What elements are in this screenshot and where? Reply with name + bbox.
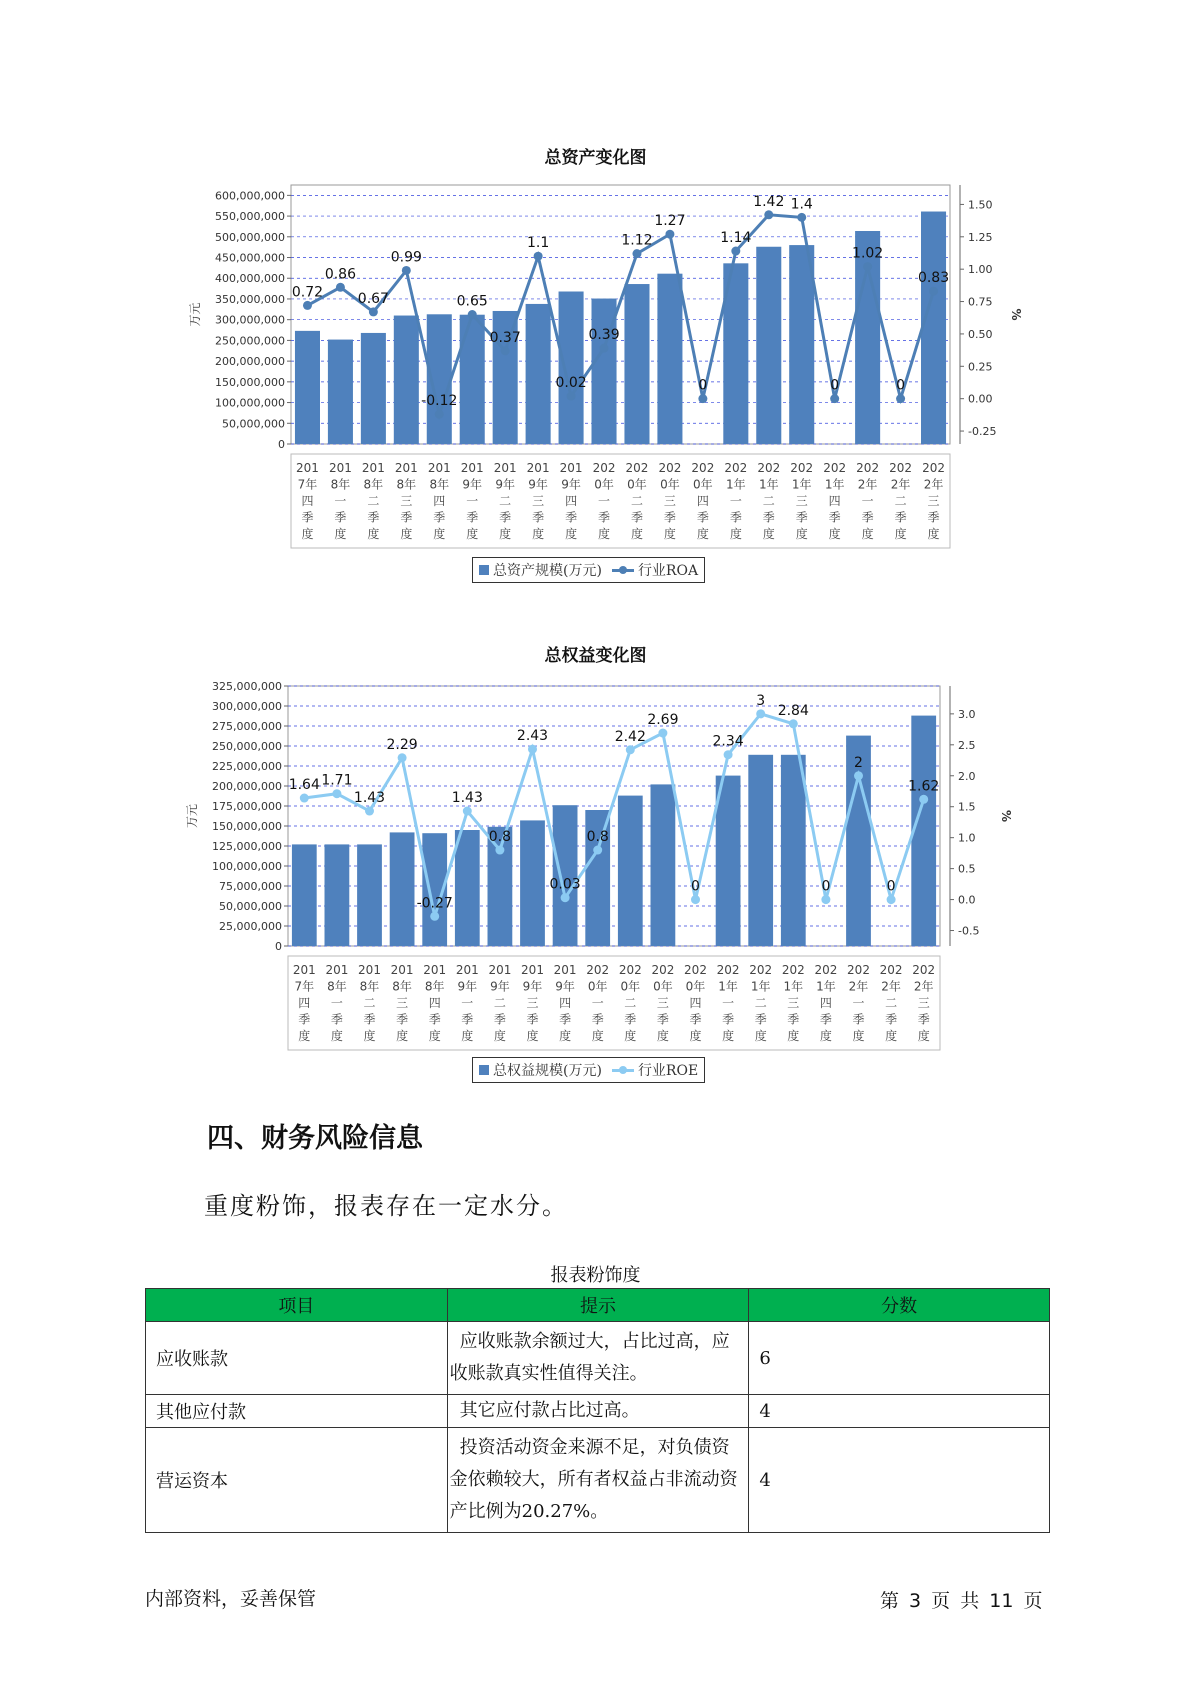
data-label: 1.43 — [451, 790, 483, 807]
y-tick-label: 175,000,000 — [212, 800, 282, 813]
x-tick-label: 201 8年二季度 — [358, 963, 381, 1043]
y2-tick-label: 1.5 — [958, 800, 976, 814]
data-label: 2 — [854, 754, 863, 771]
bar — [921, 212, 946, 444]
data-label: 0.02 — [555, 375, 587, 392]
row-item: 其他应付款 — [146, 1395, 448, 1428]
risk-table — [145, 1288, 1050, 1533]
line-point — [896, 394, 905, 403]
data-label: 1.64 — [288, 777, 320, 794]
bar — [559, 292, 584, 444]
table-row — [146, 1428, 1050, 1533]
x-tick-label: 201 8年四季度 — [427, 461, 451, 541]
data-label: 1.14 — [720, 230, 752, 247]
line-point — [626, 745, 635, 754]
y-tick-label: 75,000,000 — [219, 880, 282, 893]
data-label: 3 — [756, 692, 766, 709]
row-score: 4 — [749, 1428, 1050, 1533]
line-point — [593, 846, 602, 855]
y2-tick-label: 2.0 — [958, 769, 976, 783]
data-label: 0.8 — [488, 829, 512, 846]
line-point — [534, 252, 543, 261]
risk-summary: 重度粉饰，报表存在一定水分。 — [204, 1192, 568, 1220]
y-axis-title: 万元 — [185, 803, 199, 829]
header-tip: 提示 — [447, 1289, 749, 1322]
x-tick-label: 202 2年一季度 — [856, 461, 880, 541]
line-point — [919, 795, 928, 804]
table-row — [146, 1395, 1050, 1428]
x-tick-label: 202 2年二季度 — [889, 461, 913, 541]
data-label: 0.37 — [489, 329, 521, 346]
y-tick-label: 0 — [278, 438, 285, 451]
x-tick-label: 202 0年四季度 — [684, 963, 707, 1043]
bar — [553, 805, 578, 946]
data-label: 2.29 — [386, 736, 418, 753]
x-tick-label: 202 1年三季度 — [781, 963, 805, 1043]
y-tick-label: 200,000,000 — [212, 780, 282, 793]
line-point — [365, 807, 374, 816]
data-label: 1.62 — [908, 778, 940, 795]
x-tick-label: 201 9年三季度 — [526, 461, 550, 541]
total-equity-chart — [0, 672, 1191, 1092]
x-tick-label: 201 9年二季度 — [493, 461, 517, 541]
x-tick-label: 202 2年一季度 — [847, 963, 870, 1043]
y-tick-label: 250,000,000 — [215, 334, 285, 348]
bar — [361, 333, 386, 444]
x-tick-label: 202 0年一季度 — [592, 461, 616, 541]
line-point — [501, 346, 510, 355]
bar — [624, 284, 649, 444]
plot-area — [291, 185, 950, 444]
data-label: 2.34 — [712, 733, 744, 750]
line-point — [369, 307, 378, 316]
table-row — [146, 1322, 1050, 1395]
y-tick-label: 500,000,000 — [215, 230, 285, 244]
x-tick-label: 201 9年一季度 — [460, 461, 484, 541]
y-tick-label: 50,000,000 — [219, 900, 282, 913]
line-point — [468, 310, 477, 319]
x-tick-label: 202 1年一季度 — [724, 461, 748, 541]
y2-tick-label: 0.25 — [968, 360, 993, 374]
y2-tick-label: -0.25 — [968, 425, 997, 439]
data-label: 0 — [698, 377, 708, 394]
x-tick-label: 201 9年二季度 — [488, 963, 512, 1043]
data-label: 0 — [886, 878, 896, 895]
data-label: 0.67 — [357, 290, 389, 307]
x-tick-label: 201 8年四季度 — [423, 963, 447, 1043]
line-point — [854, 771, 863, 780]
y2-tick-label: 1.25 — [968, 230, 993, 244]
x-tick-label: 201 7年四季度 — [292, 963, 316, 1043]
data-label: 1.12 — [621, 232, 653, 249]
y-tick-label: 125,000,000 — [212, 840, 282, 853]
y-tick-label: 450,000,000 — [215, 251, 285, 265]
line-point — [435, 410, 444, 419]
total-assets-chart — [0, 170, 1191, 590]
x-tick-label: 201 8年三季度 — [390, 963, 414, 1043]
bar — [295, 331, 320, 444]
bar — [394, 316, 419, 444]
data-label: 0.86 — [324, 266, 357, 283]
y-tick-label: 0 — [275, 940, 282, 953]
y2-axis-title: % — [1009, 308, 1023, 321]
x-tick-label: 202 0年二季度 — [625, 461, 649, 541]
y-tick-label: 50,000,000 — [222, 417, 285, 431]
bar — [657, 274, 682, 444]
x-tick-label: 201 7年四季度 — [296, 461, 319, 541]
y2-axis-title: % — [999, 809, 1013, 823]
line-point — [632, 249, 641, 258]
x-tick-label: 201 9年一季度 — [455, 963, 479, 1043]
line-point — [731, 247, 740, 256]
bar — [716, 776, 741, 946]
bar — [618, 796, 643, 946]
x-tick-label: 202 1年二季度 — [749, 963, 773, 1043]
line-point — [463, 807, 472, 816]
y2-tick-label: 0.5 — [958, 862, 976, 876]
data-label: 1.42 — [753, 193, 785, 210]
x-tick-label: 201 8年三季度 — [394, 461, 418, 541]
y-tick-label: 225,000,000 — [212, 760, 282, 773]
y2-tick-label: 0.50 — [968, 327, 993, 341]
data-label: 0 — [830, 377, 840, 394]
data-label: -0.12 — [421, 393, 458, 410]
line-point — [830, 394, 839, 403]
y-tick-label: 325,000,000 — [212, 680, 282, 693]
line-point — [303, 301, 312, 310]
y2-tick-label: 1.00 — [968, 263, 993, 277]
line-point — [929, 287, 938, 296]
y-tick-label: 400,000,000 — [215, 272, 285, 286]
x-tick-label: 201 9年三季度 — [521, 963, 544, 1043]
y-tick-label: 250,000,000 — [212, 740, 282, 753]
data-label: 1.02 — [852, 245, 884, 262]
legend-line-label: 行业ROA — [637, 563, 699, 579]
bar — [651, 784, 676, 946]
x-tick-label: 201 8年二季度 — [361, 461, 385, 541]
line-point — [336, 283, 345, 292]
data-label: -0.27 — [416, 895, 453, 912]
y2-tick-label: 2.5 — [958, 738, 976, 752]
line-point — [402, 266, 411, 275]
x-tick-label: 202 1年四季度 — [823, 461, 847, 541]
row-tip: 其它应付款占比过高。 — [447, 1395, 749, 1428]
line-point — [600, 344, 609, 353]
line-point — [398, 753, 407, 762]
bar — [325, 844, 350, 946]
y2-tick-label: 0.00 — [968, 392, 993, 406]
legend-bar-swatch — [479, 565, 489, 575]
x-tick-label: 202 0年四季度 — [691, 461, 715, 541]
x-tick-label: 201 9年四季度 — [553, 963, 577, 1043]
line-point — [658, 729, 667, 738]
chart-legend-equity — [472, 1057, 705, 1083]
y-tick-label: 550,000,000 — [215, 210, 285, 224]
section-heading: 四、财务风险信息 — [207, 1123, 423, 1154]
x-tick-label: 202 2年三季度 — [922, 461, 945, 541]
data-label: 0.83 — [917, 270, 950, 287]
x-tick-label: 202 0年三季度 — [658, 461, 682, 541]
x-tick-label: 202 0年三季度 — [651, 963, 675, 1043]
y-axis-title: 万元 — [188, 302, 202, 327]
bar — [520, 820, 545, 946]
bar — [526, 304, 551, 444]
y-tick-label: 350,000,000 — [215, 292, 285, 306]
footer-page-number: 第 3 页 共 11 页 — [880, 1590, 1043, 1612]
data-label: 0.99 — [390, 249, 422, 266]
legend-bar-label: 总权益规模(万元) — [493, 1063, 602, 1079]
row-tip: 应收账款余额过大，占比过高，应收账款真实性值得关注。 — [447, 1322, 749, 1395]
x-tick-label: 201 8年一季度 — [325, 963, 349, 1043]
line-point — [863, 262, 872, 271]
x-tick-label: 202 1年二季度 — [757, 461, 781, 541]
bar — [748, 755, 773, 946]
footer-confidential: 内部资料，妥善保管 — [145, 1588, 317, 1610]
table-header-row — [146, 1289, 1050, 1322]
plot-area — [288, 686, 940, 946]
y-tick-label: 150,000,000 — [215, 375, 285, 389]
header-score: 分数 — [749, 1289, 1050, 1322]
row-item: 营运资本 — [146, 1428, 448, 1533]
y-tick-label: 100,000,000 — [212, 860, 282, 873]
x-tick-label: 202 2年二季度 — [879, 963, 903, 1043]
line-point — [724, 750, 733, 759]
x-axis-box — [291, 454, 950, 548]
legend-line-swatch — [612, 565, 634, 575]
data-label: 0 — [691, 878, 700, 895]
line-point — [332, 789, 341, 798]
y2-tick-label: 3.0 — [958, 707, 976, 721]
data-label: 0.39 — [588, 327, 620, 344]
data-label: 1.71 — [321, 772, 353, 789]
row-score: 6 — [749, 1322, 1050, 1395]
line-point — [665, 230, 674, 239]
y-tick-label: 600,000,000 — [215, 189, 285, 203]
line-point — [887, 895, 896, 904]
row-item: 应收账款 — [146, 1322, 448, 1395]
data-label: 0.72 — [291, 284, 324, 301]
y2-tick-label: 0.75 — [968, 295, 993, 309]
bar — [292, 844, 317, 946]
x-tick-label: 201 8年一季度 — [328, 461, 352, 541]
data-label: 0.65 — [456, 293, 488, 310]
line-point — [430, 912, 439, 921]
data-label: 2.84 — [777, 702, 809, 719]
y-tick-label: 200,000,000 — [215, 355, 285, 369]
x-tick-label: 202 0年二季度 — [618, 963, 642, 1043]
line-point — [567, 392, 576, 401]
data-label: 2.42 — [614, 728, 646, 745]
data-label: 2.43 — [516, 728, 549, 745]
y-tick-label: 25,000,000 — [219, 920, 282, 933]
table-caption: 报表粉饰度 — [550, 1265, 641, 1286]
y2-tick-label: 0.0 — [958, 893, 976, 907]
data-label: 0.8 — [586, 829, 609, 846]
y-tick-label: 100,000,000 — [215, 396, 285, 410]
row-tip: 投资活动资金来源不足，对负债资金依赖较大，所有者权益占非流动资产比例为20.27%。 — [447, 1428, 749, 1533]
legend-line-label: 行业ROE — [637, 1063, 699, 1079]
line-point — [561, 893, 570, 902]
legend-line-swatch — [612, 1065, 634, 1075]
data-label: 0.03 — [549, 876, 581, 893]
data-label: 0 — [896, 377, 906, 394]
bar — [357, 844, 382, 946]
y-tick-label: 275,000,000 — [212, 720, 282, 733]
y-tick-label: 300,000,000 — [215, 313, 285, 327]
x-tick-label: 202 1年一季度 — [716, 963, 740, 1043]
x-tick-label: 202 1年四季度 — [814, 963, 838, 1043]
row-score: 4 — [749, 1395, 1050, 1428]
y-tick-label: 300,000,000 — [212, 700, 282, 713]
x-tick-label: 202 0年一季度 — [586, 963, 610, 1043]
bar — [455, 830, 480, 946]
data-label: 1.1 — [526, 235, 550, 252]
line-point — [756, 709, 765, 718]
line-point — [821, 895, 830, 904]
x-axis-box — [288, 956, 940, 1050]
x-tick-label: 202 1年三季度 — [790, 461, 814, 541]
line-point — [495, 846, 504, 855]
y2-tick-label: 1.50 — [968, 198, 993, 212]
chart-legend-assets — [472, 557, 705, 583]
header-item: 项目 — [146, 1289, 448, 1322]
legend-bar-swatch — [479, 1065, 489, 1075]
line-point — [528, 745, 537, 754]
bar — [789, 245, 814, 444]
bar — [781, 755, 806, 946]
data-label: 1.27 — [654, 213, 686, 230]
data-label: 2.69 — [647, 712, 679, 729]
bar — [756, 247, 781, 444]
bar — [460, 315, 485, 444]
chart-title-total-equity: 总权益变化图 — [544, 646, 647, 666]
bar — [390, 832, 415, 946]
y-tick-label: 150,000,000 — [212, 820, 282, 833]
chart-title-total-assets: 总资产变化图 — [544, 148, 647, 168]
data-label: 1.43 — [353, 790, 386, 807]
data-label: 1.4 — [790, 196, 813, 213]
x-tick-label: 201 9年四季度 — [559, 461, 583, 541]
line-point — [300, 794, 309, 803]
line-point — [797, 213, 806, 222]
line-point — [764, 210, 773, 219]
line-point — [691, 895, 700, 904]
line-point — [789, 719, 798, 728]
data-label: 0 — [821, 878, 831, 895]
line-point — [698, 394, 707, 403]
legend-bar-label: 总资产规模(万元) — [493, 563, 602, 579]
y2-tick-label: 1.0 — [958, 831, 976, 845]
y2-tick-label: -0.5 — [958, 924, 980, 938]
x-tick-label: 202 2年三季度 — [912, 963, 936, 1043]
bar — [328, 340, 353, 444]
